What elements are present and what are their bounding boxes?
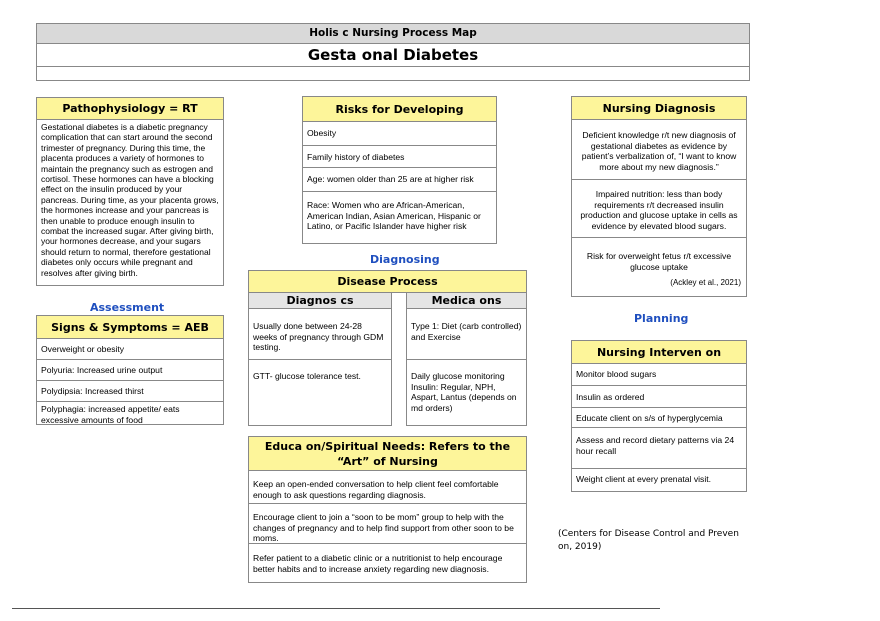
list-item: Educate client on s/s of hyperglycemia <box>572 408 746 428</box>
ackley-citation: (Ackley et al., 2021) <box>670 278 741 287</box>
medications-column <box>406 292 527 426</box>
risks-box <box>302 96 497 244</box>
list-item: Polyuria: Increased urine output <box>37 360 223 381</box>
cdc-citation: (Centers for Disease Control and Preven on, 2019) <box>558 529 739 552</box>
diagnostics-column <box>248 292 392 426</box>
nursing-intervention-box <box>571 340 747 492</box>
pathophysiology-box <box>36 97 224 286</box>
education-heading: Educa on/Spiritual Needs: Refers to the “Art” of Nursing <box>249 437 526 471</box>
list-item: Monitor blood sugars <box>572 364 746 386</box>
header-title: Holis c Nursing Process Map <box>37 24 749 44</box>
list-item: Family history of diabetes <box>303 146 496 168</box>
medications-heading: Medica ons <box>407 293 526 309</box>
list-item: Deficient knowledge r/t new diagnosis of gestational diabetes as evidence by patient’s verbalization of, “I want to know more about my new diagnosis.” <box>572 120 746 180</box>
header-blank-row <box>37 67 749 81</box>
pathophysiology-text: Gestational diabetes is a diabetic pregnancy complication that can start around the second trimester of pregnancy. During this time, the placenta produces a variety of hormones to maintain the pregnancy such as estrogen and cortisol. These hormones can have a blocking effect on the insulin produced by your pancreas. During time, as your placenta grows, the hormones increase and your pancreas is then unable to produce enough insulin to combat the increased sugar. After giving birth, your hormones decrease, and your sugars should return to normal, therefore gestational diabetes only occurs while pregnant and resolves after giving birth. <box>41 122 219 278</box>
list-item: Insulin as ordered <box>572 386 746 408</box>
list-item: Refer patient to a diabetic clinic or a nutritionist to help encourage better habits and to increase anxiety regarding new diagnosis. <box>253 553 503 574</box>
list-item: Polyphagia: increased appetite/ eats excessive amounts of food <box>41 404 180 425</box>
pathophysiology-heading: Pathophysiology = RT <box>37 98 223 120</box>
list-item: Keep an open-ended conversation to help client feel comfortable enough to ask questions regarding diagnosis. <box>249 471 526 504</box>
assessment-heading: Signs & Symptoms = AEB <box>37 316 223 339</box>
list-item: Overweight or obesity <box>37 339 223 360</box>
list-item: Assess and record dietary patterns via 24 hour recall <box>572 428 746 469</box>
disease-process-table <box>248 270 527 426</box>
header-table <box>36 23 750 81</box>
list-item: Age: women older than 25 are at higher risk <box>303 168 496 192</box>
list-item: Usually done between 24-28 weeks of pregnancy through GDM testing. <box>249 309 391 360</box>
assessment-box <box>36 315 224 425</box>
nursing-diagnosis-heading: Nursing Diagnosis <box>572 97 746 120</box>
planning-label: Planning <box>634 312 689 325</box>
list-item: Encourage client to join a “soon to be mom” group to help with the changes of pregnancy and to help find support from other soon to be moms. <box>249 504 526 544</box>
list-item: GTT- glucose tolerance test. <box>253 371 361 381</box>
risks-heading: Risks for Developing <box>303 97 496 122</box>
footer-divider <box>12 608 660 609</box>
diagnosing-label: Diagnosing <box>370 253 440 266</box>
list-item: Daily glucose monitoring Insulin: Regular, NPH, Aspart, Lantus (depends on md orders) <box>411 371 517 413</box>
list-item: Impaired nutrition: less than body requirements r/t decreased insulin production and glucose uptake in cells as evidence by elevated blood sugars. <box>572 180 746 238</box>
nursing-diagnosis-box <box>571 96 747 297</box>
list-item: Obesity <box>303 122 496 146</box>
list-item: Risk for overweight fetus r/t excessive glucose uptake <box>586 251 732 272</box>
education-box <box>248 436 527 583</box>
disease-process-heading: Disease Process <box>248 270 527 293</box>
page-title: Gesta onal Diabetes <box>37 44 749 67</box>
assessment-label: Assessment <box>90 301 165 314</box>
list-item: Polydipsia: Increased thirst <box>37 381 223 402</box>
nursing-intervention-heading: Nursing Interven on <box>572 341 746 364</box>
list-item: Race: Women who are African-American, American Indian, Asian American, Hispanic or Latino, or Pacific Islander have higher risk <box>307 200 481 231</box>
list-item: Weight client at every prenatal visit. <box>576 474 712 484</box>
diagnostics-heading: Diagnos cs <box>249 293 391 309</box>
list-item: Type 1: Diet (carb controlled) and Exercise <box>407 309 526 360</box>
